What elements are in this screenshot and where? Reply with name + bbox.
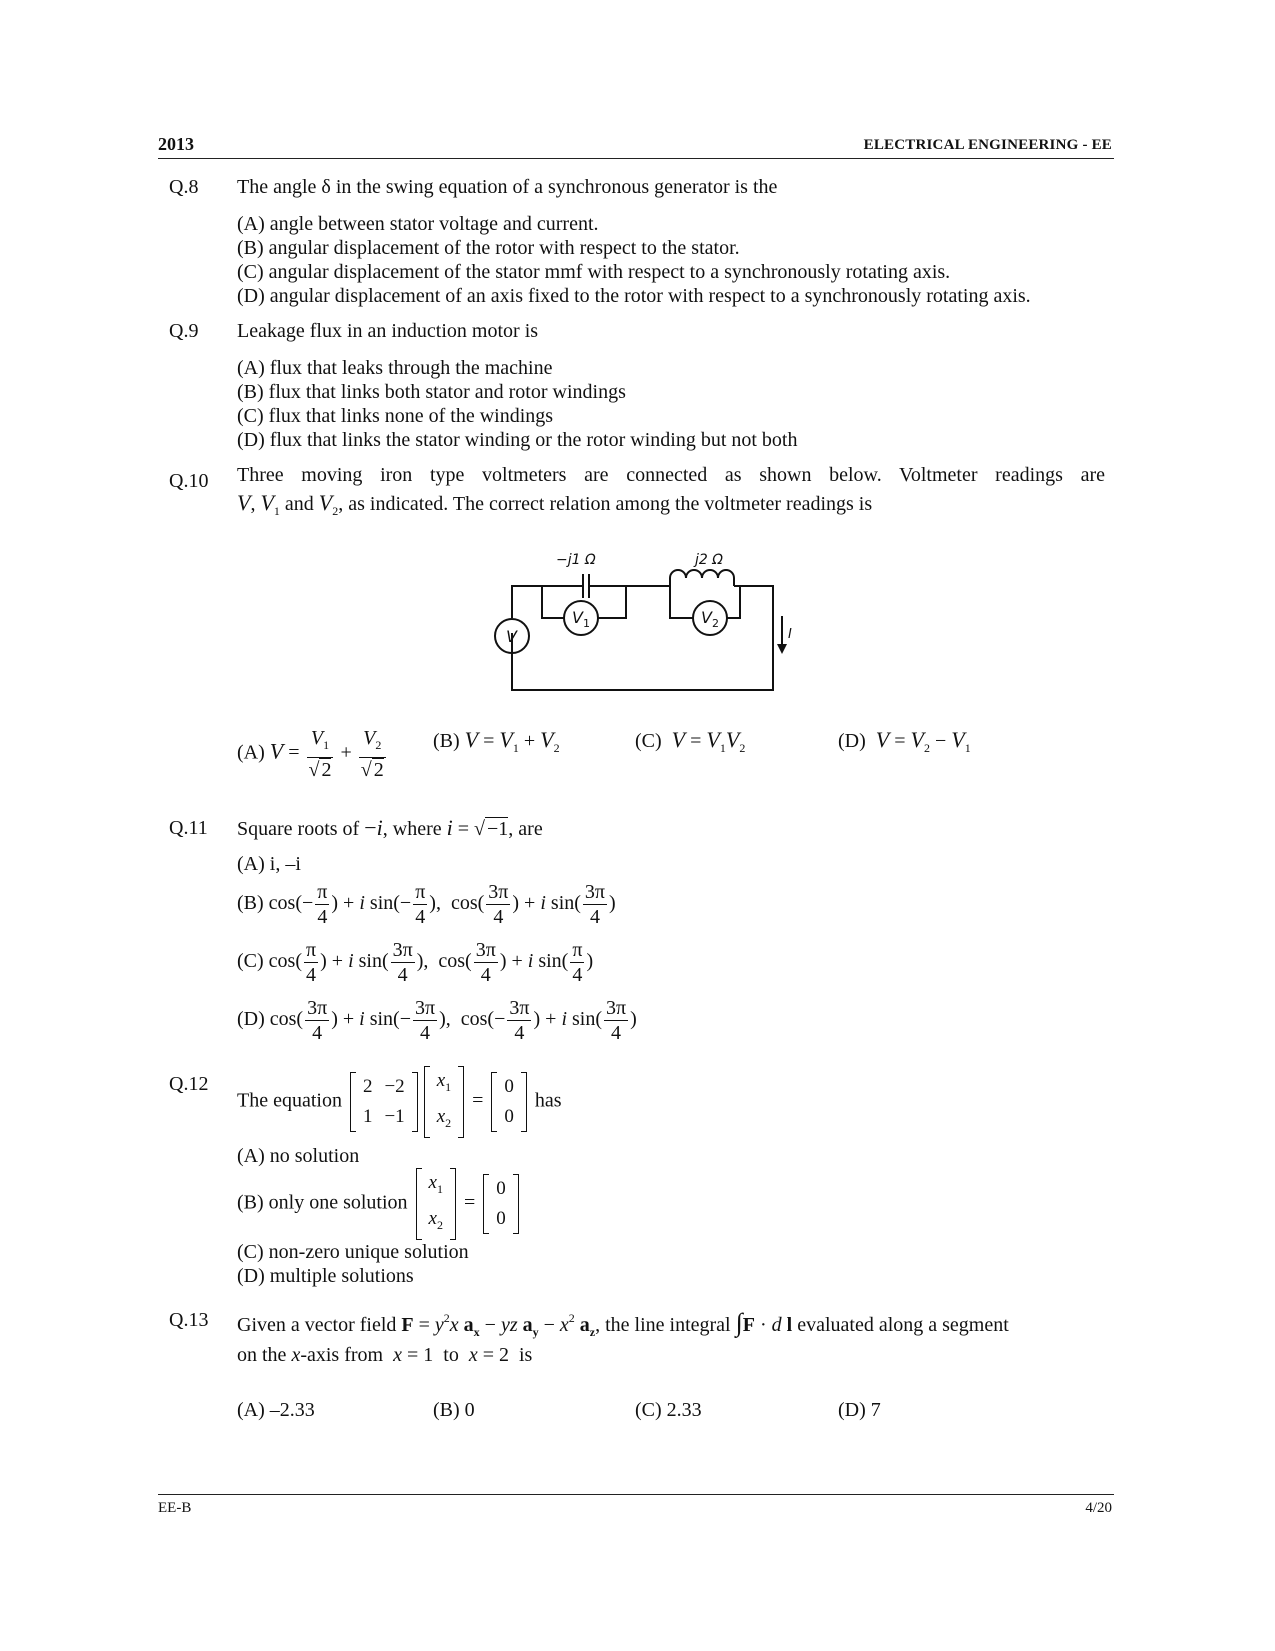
- q11-option-b: (B) cos(− $\frac{\pi}{4}$ ) + i sin(− $\frac{\pi}{4}$ ), cos( $\frac{3\pi}{4}$ ) + i sin( $\frac{3\pi}{4}$ ): [237, 881, 616, 928]
- q8-option-b: (B) angular displacement of the rotor with respect to the stator.: [237, 237, 740, 259]
- q13-option-d: (D) 7: [838, 1399, 881, 1421]
- header-rule: [158, 158, 1114, 159]
- q12-option-d: (D) multiple solutions: [237, 1265, 414, 1287]
- q13-option-c: (C) 2.33: [635, 1399, 702, 1421]
- current-label: I: [788, 627, 792, 642]
- q11-option-a: (A) i, –i: [237, 853, 301, 875]
- current-arrow-head: [777, 644, 787, 654]
- q13-option-b: (B) 0: [433, 1399, 475, 1421]
- q8-option-a: (A) angle between stator voltage and current.: [237, 213, 599, 235]
- q13-stem-line1: Given a vector field $F = y^2x$ $a_x$ − yz $a_y - x^2$ $a_z$, the line integral ∫F · d l evaluated along a segment: [237, 1308, 1009, 1339]
- q11-number: Q.11: [169, 817, 208, 839]
- q9-option-a: (A) flux that leaks through the machine: [237, 357, 553, 379]
- q10-stem-line1: Three moving iron type voltmeters are connected as shown below. Voltmeter readings are: [237, 464, 1105, 486]
- q9-option-c: (C) flux that links none of the windings: [237, 405, 554, 427]
- q10-stem-tail: , as indicated. The correct relation among the voltmeter readings is: [338, 493, 873, 515]
- q8-stem: The angle δ in the swing equation of a synchronous generator is the: [237, 176, 778, 198]
- q9-stem: Leakage flux in an induction motor is: [237, 320, 539, 342]
- voltmeter-v-label: V: [506, 627, 517, 646]
- circuit-wire-left: [512, 586, 580, 618]
- q13-number: Q.13: [169, 1309, 209, 1331]
- coefficient-matrix: 2 −2 1 −1: [350, 1072, 418, 1132]
- q13-stem-line2: on the x-axis from x = 1 to x = 2 is: [237, 1344, 533, 1366]
- q10-stem-line2: V, $V_1$ and $V_2$, as indicated. The correct relation among the voltmeter readings is: [237, 490, 873, 518]
- header-year: 2013: [158, 134, 194, 154]
- q10-option-a: (A) V = $\frac{V_1}{√ 2}$ + $\frac{V_2}{√ 2}$: [237, 727, 384, 781]
- q8-option-c: (C) angular displacement of the stator mmf with respect to a synchronously rotating axis.: [237, 261, 951, 283]
- q11-option-d: (D) cos( $\frac{3\pi}{4}$ ) + i sin(− $\frac{3\pi}{4}$ ), cos(− $\frac{3\pi}{4}$ ) + i sin( $\frac{3\pi}{4}$ ): [237, 997, 637, 1044]
- q10-option-d: (D) $V = V_2 - V_1$: [838, 727, 971, 755]
- q8-number: Q.8: [169, 176, 199, 198]
- q13-option-a: (A) –2.33: [237, 1399, 315, 1421]
- q10-number: Q.10: [169, 470, 209, 492]
- footer-page-number: 4/20: [1085, 1500, 1112, 1516]
- footer-rule: [158, 1494, 1114, 1495]
- q12-option-a: (A) no solution: [237, 1145, 360, 1167]
- voltmeter-v1-subscript: 1: [583, 617, 590, 630]
- q10-option-b: (B) $V = V_1 + V_2$: [433, 727, 560, 755]
- circuit-wire-outer: [512, 586, 773, 690]
- voltmeter-v1-label: V: [572, 608, 583, 627]
- voltmeter-v2-subscript: 2: [712, 617, 719, 630]
- capacitor-label: −j1 Ω: [556, 552, 596, 568]
- q9-number: Q.9: [169, 320, 199, 342]
- q11-stem: Square roots of −i, where i = √ −1, are: [237, 815, 543, 840]
- zero-vector: 0 0: [491, 1072, 527, 1132]
- q12-number: Q.12: [169, 1073, 209, 1095]
- q10-option-c: (C) $V = V_1V_2$: [635, 727, 746, 755]
- q8-option-d: (D) angular displacement of an axis fixed to the rotor with respect to a synchronously rotating axis.: [237, 285, 1031, 307]
- unknown-vector: $x_1$ $x_2$: [424, 1066, 464, 1138]
- q10-circuit-diagram: [480, 548, 800, 698]
- voltmeter-v2-label: V: [701, 608, 712, 627]
- footer-code: EE-B: [158, 1500, 192, 1516]
- q12-option-c: (C) non-zero unique solution: [237, 1241, 469, 1263]
- q12-option-b: (B) only one solution $x_1$ $x_2$ = 0 0: [237, 1168, 522, 1240]
- inductor-label: j2 Ω: [695, 552, 723, 568]
- header-subject: ELECTRICAL ENGINEERING - EE: [863, 137, 1112, 153]
- q11-option-c: (C) cos( $\frac{\pi}{4}$ ) + i sin( $\frac{3\pi}{4}$ ), cos( $\frac{3\pi}{4}$ ) + i sin( $\frac{\pi}{4}$ ): [237, 939, 594, 986]
- inductor-coil: [670, 570, 734, 578]
- q12-stem: The equation 2 −2 1 −1 $x_1$ $x_2$ = 0 0 has: [237, 1066, 562, 1138]
- q9-option-b: (B) flux that links both stator and rotor windings: [237, 381, 626, 403]
- q9-option-d: (D) flux that links the stator winding or the rotor winding but not both: [237, 429, 798, 451]
